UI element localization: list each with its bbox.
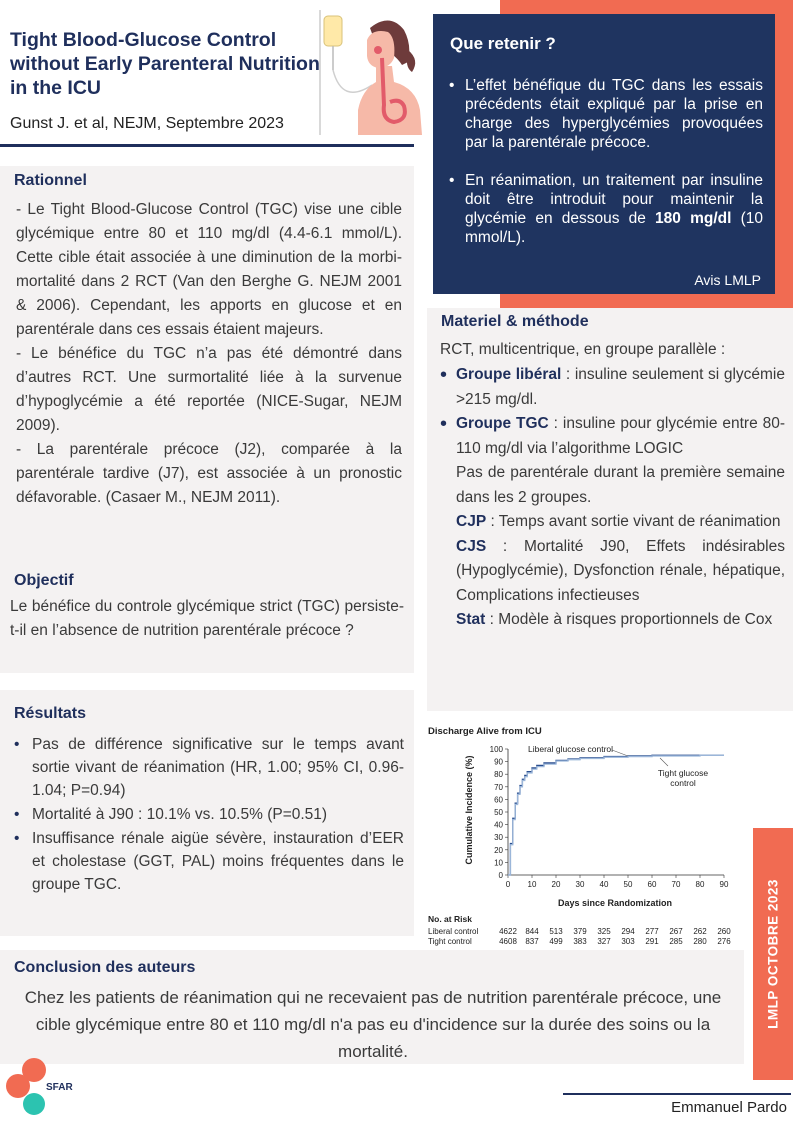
methods-item-cjp	[440, 510, 785, 535]
key-takeaways-heading: Que retenir ?	[450, 34, 556, 53]
methods-heading: Materiel & méthode	[441, 313, 589, 330]
header-divider	[0, 144, 414, 147]
risk-table-cell: 280	[693, 937, 707, 946]
endpoint-label: CJP	[456, 513, 487, 530]
x-tick-label: 90	[719, 880, 729, 889]
group-description: : insuline pour glycémie entre 80-110 mg/dl via l’algorithme LOGIC	[456, 415, 786, 457]
x-tick-label: 30	[575, 880, 585, 889]
author-name: Emmanuel Pardo	[671, 1099, 787, 1116]
x-tick-label: 40	[599, 880, 609, 889]
key-takeaway-text: En réanimation, un traitement par insuline doit être introduit pour maintenir la glycémie en dessous de	[465, 172, 763, 227]
key-takeaway-text: L’effet bénéfique du TGC dans les essais précédents était expliqué par la prise en charge des hyperglycémies provoquées par la parentérale précoce.	[465, 77, 763, 151]
y-tick-label: 10	[494, 858, 503, 868]
result-item: • Insuffisance rénale aigüe sévère, instauration d’EER et cholestase (GGT, PAL) moins fréquentes dans le groupe TGC.	[14, 827, 404, 896]
conclusion-heading: Conclusion des auteurs	[14, 959, 196, 976]
key-takeaway-item	[449, 171, 763, 247]
key-takeaways-panel	[433, 14, 775, 294]
results-heading: Résultats	[14, 705, 87, 722]
risk-table-row-label: Tight control	[428, 937, 472, 946]
avis-label: Avis LMLP	[694, 272, 761, 288]
y-tick-label: 20	[494, 845, 503, 855]
citation: Gunst J. et al, NEJM, Septembre 2023	[10, 115, 284, 132]
key-takeaway-item	[449, 76, 763, 152]
methods-item-cjs	[440, 535, 785, 609]
chart-title: Discharge Alive from ICU	[428, 726, 542, 737]
risk-table-cell: 260	[717, 927, 731, 936]
risk-table-cell: 325	[597, 927, 611, 936]
risk-table-cell: 262	[693, 927, 707, 936]
risk-table-cell: 4608	[499, 937, 517, 946]
group-label: Groupe TGC	[456, 415, 549, 432]
methods-intro: RCT, multicentrique, en groupe parallèle :	[440, 341, 726, 358]
methods-item-liberal	[440, 363, 785, 412]
methods-item-stat	[440, 608, 785, 633]
risk-table-row-label: Liberal control	[428, 927, 479, 936]
methods-item-tgc	[440, 412, 785, 461]
risk-table-cell: 276	[717, 937, 731, 946]
stat-label: Stat	[456, 611, 486, 628]
x-tick-label: 50	[623, 880, 633, 889]
x-tick-label: 10	[527, 880, 537, 889]
series-label-tight: Tight glucose	[657, 768, 709, 778]
sfar-logo-text: SFAR	[46, 1082, 73, 1093]
sfar-logo	[4, 1056, 73, 1118]
y-tick-label: 80	[494, 770, 503, 780]
risk-table-cell: 294	[621, 927, 635, 936]
series-label-tight: control	[670, 778, 696, 788]
conclusion-text: Chez les patients de réanimation qui ne recevaient pas de nutrition parentérale précoce, une cible glycémique entre 80 et 110 mg/dl n'a pas eu d'incidence sur la durée des soins ou la mortalité.	[24, 988, 722, 1061]
y-tick-label: 100	[489, 745, 503, 754]
stat-description: : Modèle à risques proportionnels de Cox	[485, 611, 773, 628]
rationale-paragraph: - Le Tight Blood-Glucose Control (TGC) vise une cible glycémique entre 80 et 110 mg/dl (4.4-6.1 mmol/L). Cette cible était associée à une diminution de la morbi-mortalité dans 2 RCT (Van den Berghe G. NEJM 2001 & 2006). Cependant, les apports en glucose et en parentérale dans ces essais étaient majeurs.	[16, 201, 402, 338]
risk-table	[428, 927, 731, 946]
objective-text: Le bénéfice du controle glycémique strict (TGC) persiste-t-il en l’absence de nutrition parentérale précoce ?	[10, 598, 404, 639]
x-tick-label: 60	[647, 880, 657, 889]
series-label-tight-leader	[660, 758, 668, 766]
methods-list	[440, 363, 785, 633]
y-tick-label: 60	[494, 795, 503, 805]
glucose-threshold: 180 mg/dl	[655, 210, 732, 227]
x-axis-label: Days since Randomization	[557, 898, 673, 908]
y-tick-label: 0	[498, 871, 503, 880]
group-label: Groupe libéral	[456, 366, 562, 383]
y-tick-label: 70	[494, 782, 503, 792]
digestive-system-illustration	[312, 10, 422, 135]
chart-ticks	[490, 745, 729, 889]
risk-table-cell: 327	[597, 937, 611, 946]
endpoint-description: : Temps avant sortie vivant de réanimation	[486, 513, 781, 530]
risk-table-cell: 303	[621, 937, 635, 946]
rationale-text	[16, 198, 402, 510]
risk-table-cell: 379	[573, 927, 587, 936]
risk-table-cell: 844	[525, 927, 539, 936]
rationale-heading: Rationnel	[14, 172, 87, 189]
x-tick-label: 80	[695, 880, 705, 889]
objective-heading: Objectif	[14, 572, 74, 589]
discharge-chart	[428, 720, 740, 952]
risk-table-cell: 383	[573, 937, 587, 946]
x-tick-label: 70	[671, 880, 681, 889]
risk-table-heading: No. at Risk	[428, 914, 472, 924]
x-tick-label: 0	[505, 880, 511, 889]
rationale-paragraph: - La parentérale précoce (J2), comparée à la parentérale tardive (J7), est associée à un pronostic défavorable. (Casaer M., NEJM 2011).	[16, 441, 402, 506]
risk-table-cell: 285	[669, 937, 683, 946]
endpoint-label: CJS	[456, 537, 487, 555]
group-description: : insuline seulement si glycémie >215 mg/dl.	[456, 366, 785, 408]
series-label-liberal: Liberal glucose control	[528, 744, 614, 754]
risk-table-cell: 837	[525, 937, 539, 946]
result-item: • Mortalité à J90 : 10.1% vs. 10.5% (P=0.51)	[14, 803, 404, 826]
x-tick-label: 20	[551, 880, 561, 889]
risk-table-cell: 513	[549, 927, 563, 936]
page-title: Tight Blood-Glucose Control without Early Parenteral Nutrition in the ICU	[10, 29, 320, 99]
y-tick-label: 40	[494, 820, 503, 830]
risk-table-cell: 277	[645, 927, 659, 936]
y-tick-label: 30	[494, 833, 503, 843]
rationale-paragraph: - Le bénéfice du TGC n’a pas été démontré dans d’autres RCT. Une surmortalité liée à la survenue d’hypoglycémie a été reportée (NICE-Sugar, NEJM 2009).	[16, 345, 402, 434]
key-takeaways-list	[449, 76, 763, 266]
y-tick-label: 90	[494, 757, 503, 767]
y-axis-label: Cumulative Incidence (%)	[464, 755, 474, 865]
footer-divider	[563, 1093, 791, 1095]
risk-table-cell: 267	[669, 927, 683, 936]
risk-table-cell: 499	[549, 937, 563, 946]
issue-label: LMLP OCTOBRE 2023	[765, 879, 781, 1029]
result-item: • Pas de différence significative sur le temps avant sortie vivant de réanimation (HR, 1.00; 95% CI, 0.96-1.04; P=0.94)	[14, 733, 404, 802]
risk-table-cell: 4622	[499, 927, 517, 936]
methods-note: Pas de parentérale durant la première semaine dans les 2 groupes.	[456, 464, 785, 506]
series-label-liberal-leader	[612, 750, 628, 756]
endpoint-description: : Mortalité J90, Effets indésirables (Hypoglycémie), Dysfonction rénale, hépatique, Complications infectieuses	[456, 537, 785, 604]
risk-table-cell: 291	[645, 937, 659, 946]
y-tick-label: 50	[494, 808, 503, 817]
results-list	[14, 733, 404, 897]
key-takeaway-text: (10 mmol/L).	[465, 210, 763, 246]
